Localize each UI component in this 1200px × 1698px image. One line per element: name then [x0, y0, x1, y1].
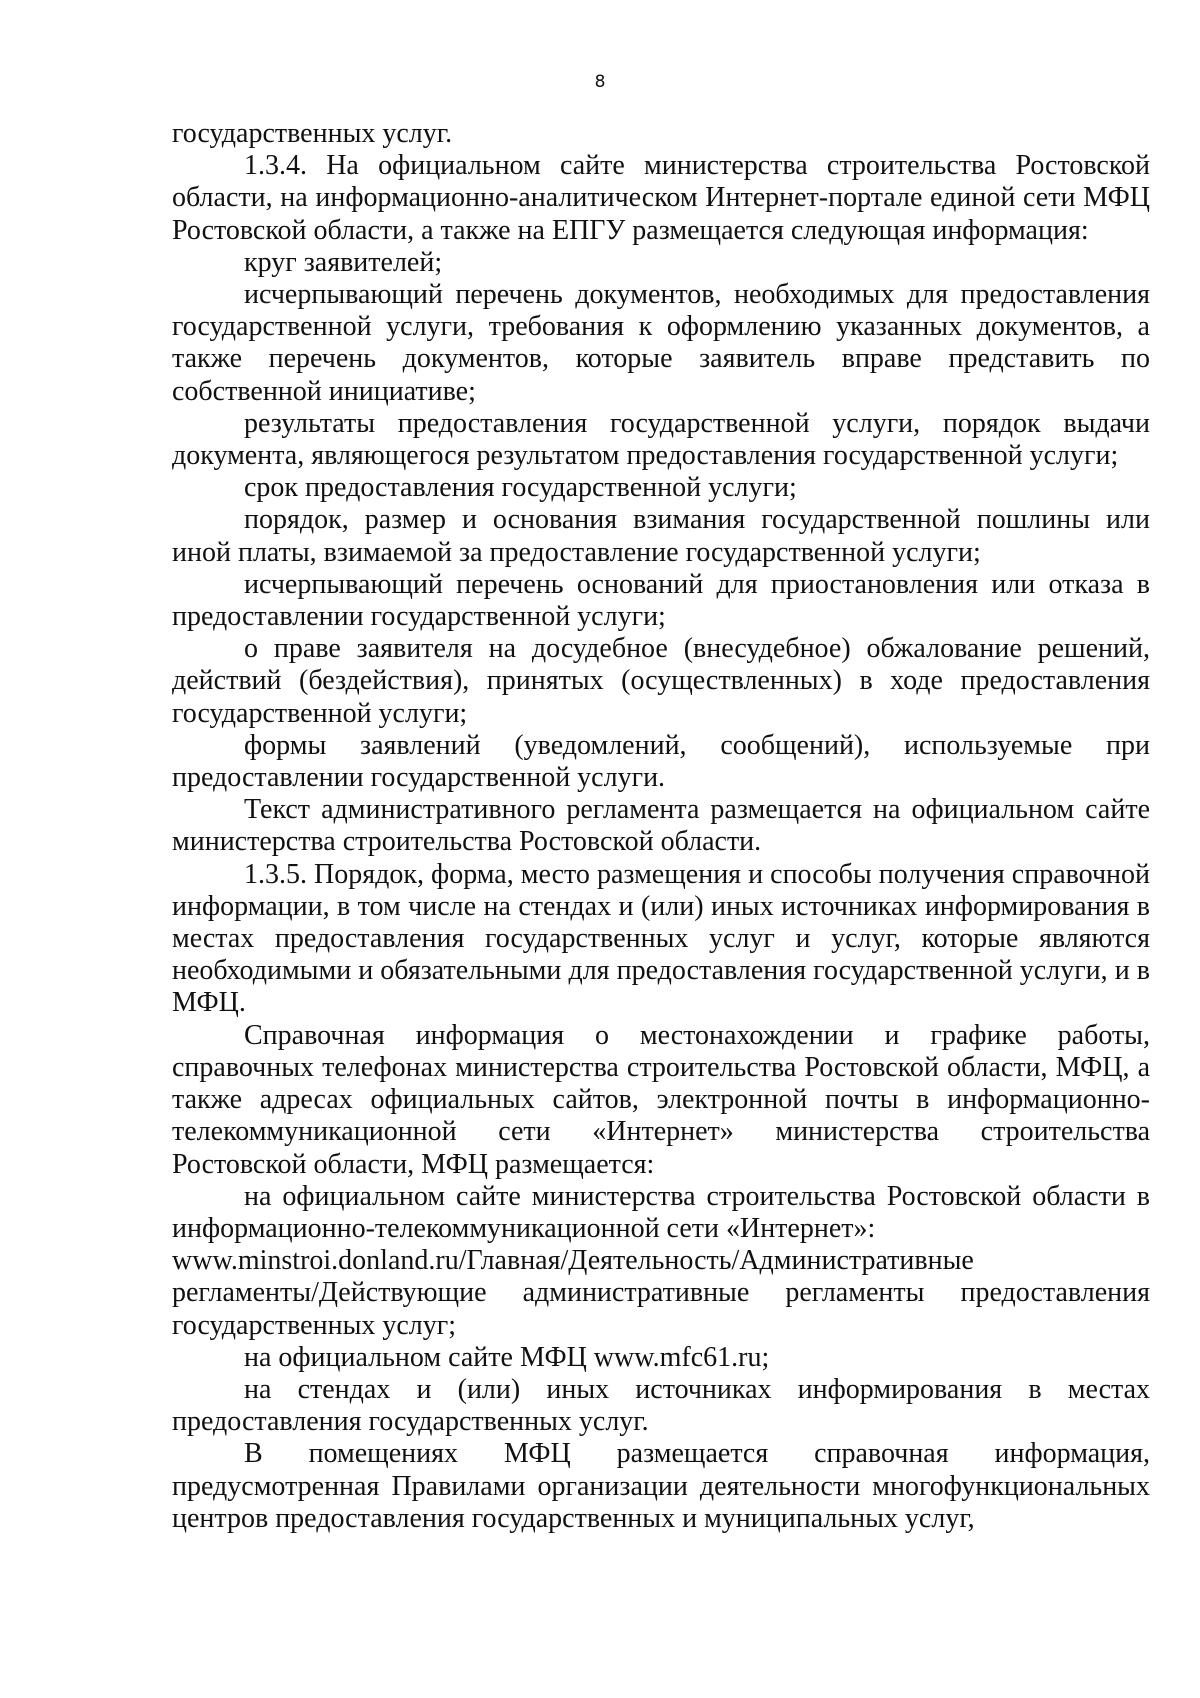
document-body	[172, 118, 1150, 1535]
paragraph-results: результаты предоставления государственной услуги, порядок выдачи документа, являющегося результатом предоставления государственной услуги;	[172, 407, 1150, 472]
paragraph-applicants: круг заявителей;	[244, 246, 443, 278]
paragraph-stands: на стендах и (или) иных источниках информирования в местах предоставления государственных услуг.	[172, 1373, 1150, 1438]
paragraph-refusal-grounds: исчерпывающий перечень оснований для приостановления или отказа в предоставлении государственной услуги;	[172, 568, 1150, 633]
paragraph-documents-list: исчерпывающий перечень документов, необходимых для предоставления государственной услуги, требования к оформлению указанных документов, а также перечень документов, которые заявитель вправе представить по собственной инициативе;	[172, 279, 1150, 407]
paragraph-ministry-url: www.minstroi.donland.ru/Главная/Деятельность/Административные	[172, 1245, 974, 1277]
paragraph-1-3-5: 1.3.5. Порядок, форма, место размещения и способы получения справочной информации, в том числе на стендах и (или) иных источниках информирования в местах предоставления государственных услуг и услуг, которые являются необходимыми и обязательными для предоставления государственной услуги, и в МФЦ.	[172, 858, 1150, 1019]
paragraph-1-3-4: 1.3.4. На официальном сайте министерства строительства Ростовской области, на информационно-аналитическом Интернет-портале единой сети МФЦ Ростовской области, а также на ЕПГУ размещается следующая информация:	[172, 150, 1150, 246]
paragraph-mfc-premises: В помещениях МФЦ размещается справочная информация, предусмотренная Правилами организации деятельности многофункциональных центров предоставления государственных и муниципальных услуг,	[172, 1438, 1150, 1534]
paragraph-term: срок предоставления государственной услуги;	[244, 472, 797, 504]
paragraph-fee: порядок, размер и основания взимания государственной пошлины или иной платы, взимаемой за предоставление государственной услуги;	[172, 504, 1150, 568]
paragraph-mfc-site: на официальном сайте МФЦ www.mfc61.ru;	[244, 1341, 770, 1373]
paragraph-continuation: государственных услуг.	[172, 118, 453, 149]
paragraph-forms: формы заявлений (уведомлений, сообщений), используемые при предоставлении государственной услуги.	[172, 729, 1150, 794]
page-number: 8	[594, 72, 606, 92]
paragraph-appeal-right: о праве заявителя на досудебное (внесудебное) обжалование решений, действий (бездействия), принятых (осуществленных) в ходе предоставления государственной услуги;	[172, 633, 1150, 729]
paragraph-regulation-text: Текст административного регламента размещается на официальном сайте министерства строительства Ростовской области.	[172, 794, 1150, 858]
paragraph-regulations-path: регламенты/Действующие административные регламенты предоставления государственных услуг;	[172, 1277, 1150, 1341]
paragraph-official-site: на официальном сайте министерства строительства Ростовской области в информационно-телекоммуникационной сети «Интернет»:	[172, 1180, 1150, 1244]
paragraph-reference-info: Справочная информация о местонахождении и графике работы, справочных телефонах министерства строительства Ростовской области, МФЦ, а также адресах официальных сайтов, электронной почты в информационно-телекоммуникационной сети «Интернет» министерства строительства Ростовской области, МФЦ размещается:	[172, 1019, 1150, 1180]
